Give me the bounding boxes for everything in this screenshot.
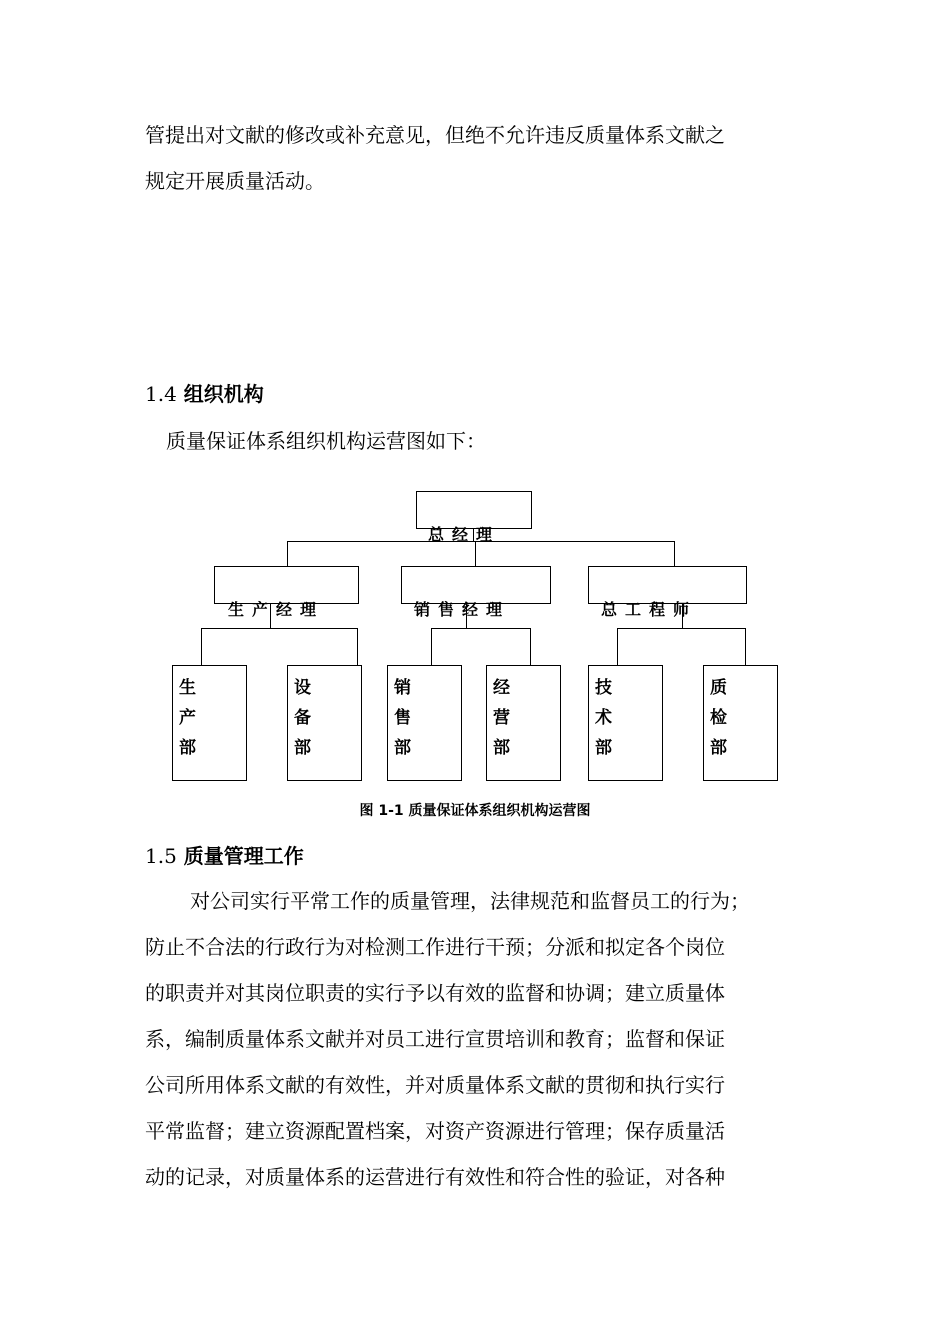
dept-label-technical: 技术部 (595, 678, 612, 758)
connector (201, 628, 202, 666)
dept-label-equipment: 设备部 (294, 678, 311, 758)
section-number: 1.5 (145, 844, 177, 868)
body-line: 对公司实行平常工作的质量管理，法律规范和监督员工的行为； (190, 889, 750, 913)
section-1-4-lead: 质量保证体系组织机构运营图如下： (166, 429, 486, 453)
body-line: 平常监督；建立资源配置档案，对资产资源进行管理；保存质量活 (145, 1119, 725, 1143)
connector (287, 541, 288, 567)
connector (617, 628, 746, 629)
chief-engineer-label: 总工程师 (601, 600, 698, 619)
body-line: 的职责并对其岗位职责的实行予以有效的监督和协调；建立质量体 (145, 981, 725, 1005)
figure-caption: 图 1-1 质量保证体系组织机构运营图 (359, 803, 591, 819)
general-manager-label: 总经理 (428, 525, 501, 544)
dept-label-quality: 质检部 (710, 678, 727, 758)
intro-line-2: 规定开展质量活动。 (145, 169, 325, 193)
connector (617, 628, 618, 666)
connector (530, 628, 531, 666)
connector (431, 628, 432, 666)
connector (674, 541, 675, 567)
section-1-5-heading (145, 840, 304, 869)
sales-manager-label: 销售经理 (414, 600, 511, 619)
dept-label-sales: 销售部 (394, 678, 411, 758)
body-line: 防止不合法的行政行为对检测工作进行干预；分派和拟定各个岗位 (145, 935, 725, 959)
body-line: 系，编制质量体系文献并对员工进行宣贯培训和教育；监督和保证 (145, 1027, 725, 1051)
connector (745, 628, 746, 666)
connector (357, 628, 358, 666)
intro-line-1: 管提出对文献的修改或补充意见，但绝不允许违反质量体系文献之 (145, 123, 725, 147)
section-number: 1.4 (145, 382, 177, 406)
dept-label-operations: 经营部 (493, 678, 510, 758)
dept-label-production: 生产部 (179, 678, 196, 758)
connector (201, 628, 358, 629)
section-title: 质量管理工作 (183, 844, 304, 868)
section-1-4-heading (145, 378, 264, 407)
body-line: 动的记录，对质量体系的运营进行有效性和符合性的验证，对各种 (145, 1165, 725, 1189)
production-manager-label: 生产经理 (228, 600, 325, 619)
section-title: 组织机构 (183, 382, 264, 406)
body-line: 公司所用体系文献的有效性，并对质量体系文献的贯彻和执行实行 (145, 1073, 725, 1097)
connector (431, 628, 531, 629)
